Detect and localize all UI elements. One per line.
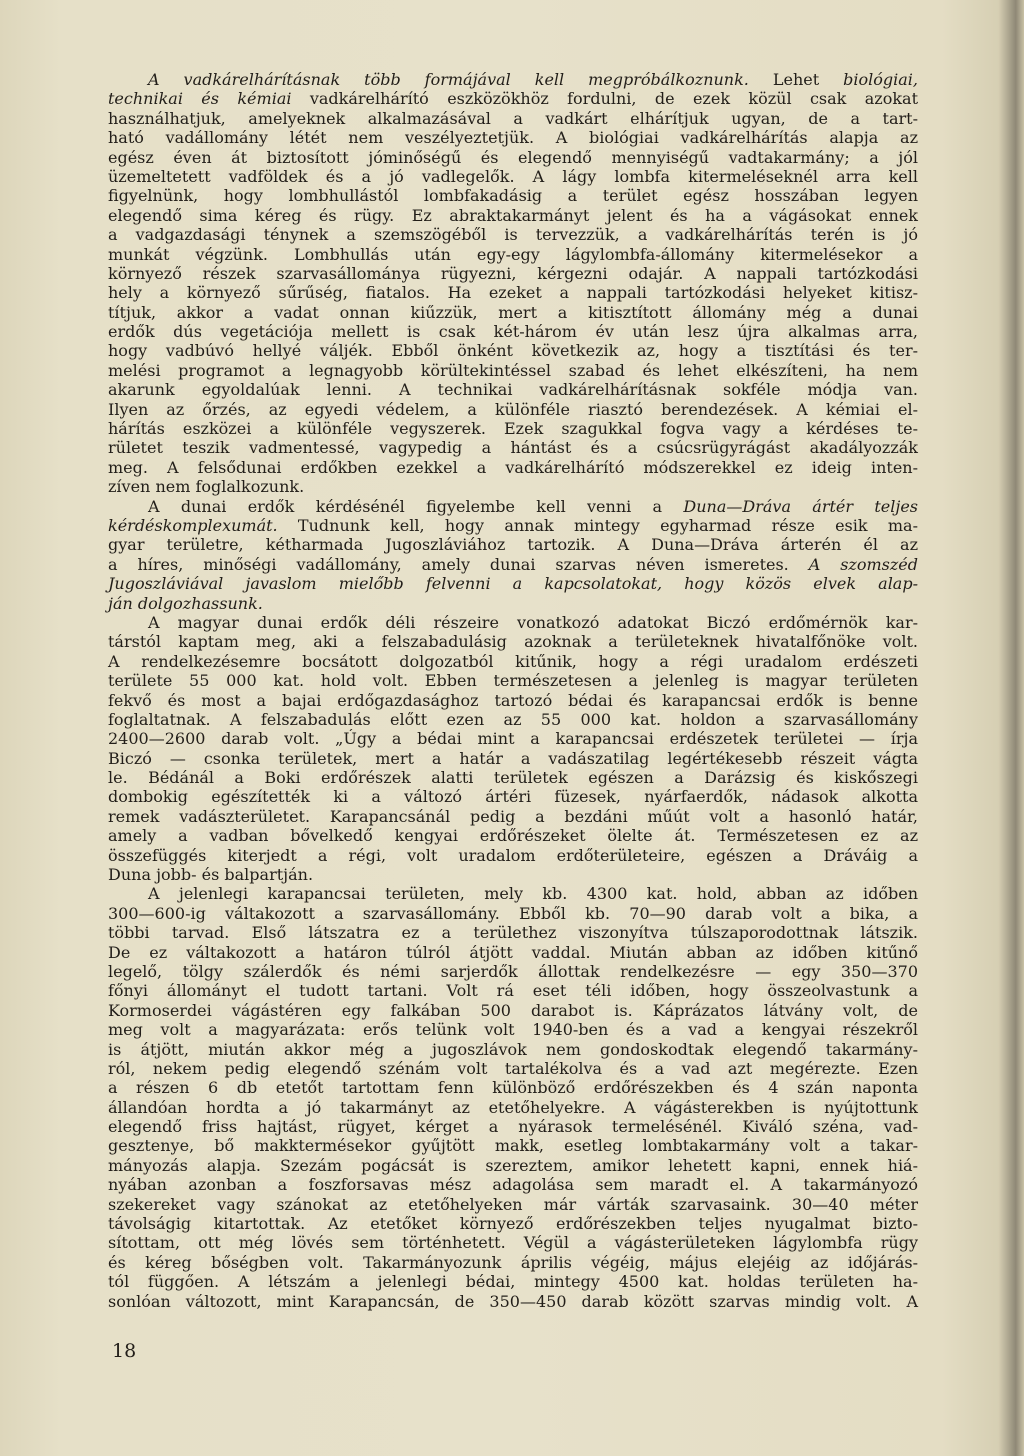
text-run: vadkárelhárító eszközökhöz fordulni, de ezek közül csak azokat (291, 89, 918, 109)
text-line: hárítás eszközei a különféle vegyszerek. Ezek szagukkal fogva vagy a kérdéses te- (108, 419, 918, 439)
text-line: összefüggés kiterjedt a régi, volt uradalom erdőterületeire, egészen a Dráváig a (108, 845, 918, 865)
paragraph (108, 70, 918, 497)
text-line: állandóan hordta a jó takarmányt az etetőhelyekre. A vágásterekben is nyújtottunk (108, 1097, 918, 1117)
text-line: figyelnünk, hogy lombhullástól lombfakadásig a terület egész hosszában legyen (108, 186, 918, 206)
text-line: nyában azonban a foszforsavas mész adagolása sem maradt el. A takarmányozó (108, 1175, 918, 1195)
text-line: foglaltatnak. A felszabadulás előtt ezen az 55 000 kat. holdon a szarvasállomány (108, 709, 918, 729)
text-line: mányozás alapja. Szezám pogácsát is szereztem, amikor lehetett kapni, ennek hiá- (108, 1155, 918, 1175)
text-line: is átjött, miután akkor még a jugoszlávok nem gondoskodtak elegendő takarmány- (108, 1039, 918, 1059)
italic-text: A szomszéd (808, 554, 919, 574)
text-line: títjuk, akkor a vadat onnan kiűzzük, mert a kitisztított állomány még a dunai (108, 302, 918, 322)
text-line (108, 70, 918, 89)
text-line: dombokig egészítették ki a változó ártéri füzesek, nyárfaerdők, nádasok alkotta (108, 787, 918, 807)
text-run: a híres, minőségi vadállomány, amely dunai szarvas néven ismeretes. (108, 554, 809, 574)
text-line: és kéreg bőségben volt. Takarmányozunk április végéig, május elejéig az időjárás- (108, 1252, 918, 1272)
paragraph (108, 497, 918, 613)
italic-text: ján dolgozhassunk. (108, 593, 263, 613)
text-line: főnyi állományt el tudott tartani. Volt rá eset téli időben, hogy összeolvastunk a (108, 981, 918, 1001)
text-line: sítottam, ott még lövés sem történhetett. Végül a vágásterületeken lágylombfa rügy (108, 1233, 918, 1253)
text-line: gyar területre, kétharmada Jugoszláviához tartozik. A Duna—Dráva árterén él az (108, 535, 918, 555)
text-line: zíven nem foglalkozunk. (108, 477, 305, 497)
text-line: melési programot a legnagyobb körültekintéssel szabad és lehet elkészíteni, ha nem (108, 360, 918, 380)
paragraph (108, 613, 918, 884)
text-line: Ilyen az őrzés, az egyedi védelem, a különféle riasztó berendezések. A kémiai el- (108, 399, 918, 419)
text-line: szekereket vagy szánokat az etetőhelyeken már várták szarvasaink. 30—40 méter (108, 1194, 918, 1214)
text-line: hely a környező sűrűség, fiatalos. Ha ezeket a nappali tartózkodási helyeket kitisz- (108, 283, 918, 303)
text-line: munkát végzünk. Lombhullás után egy-egy lágylombfa-állomány kitermelésekor a (108, 244, 918, 264)
text-line: ról, nekem pedig elegendő szénám volt tartalékolva és a vad azt megérezte. Ezen (108, 1058, 918, 1078)
text-line: A magyar dunai erdők déli részeire vonatkozó adatokat Biczó erdőmérnök kar- (148, 612, 918, 632)
italic-text: A vadkárelhárításnak több formájával kell megpróbálkoznunk. (148, 70, 749, 89)
text-line: Kormoserdei vágástéren egy falkában 500 darabot is. Káprázatos látvány volt, de (108, 1000, 918, 1020)
text-line (108, 497, 918, 516)
paragraph (108, 884, 918, 1311)
text-line: a vadgazdasági ténynek a szemszögéből is tervezzük, a vadkárelhárítás terén is jó (108, 225, 918, 245)
text-line: környező részek szarvasállománya rügyezni, kérgezni odajár. A nappali tartózkodási (108, 263, 918, 283)
text-line (108, 516, 918, 535)
text-line: meg volt a magyarázata: erős telünk volt 1940-ben és a vad a kengyai részekről (108, 1020, 918, 1040)
text-line (108, 89, 918, 108)
text-line (108, 594, 918, 613)
italic-text: Duna—Dráva ártér teljes (683, 496, 918, 516)
text-line: amely a vadban bővelkedő kengyai erdőrészeket ölelte át. Természetesen ez az (108, 826, 918, 846)
page-number: 18 (112, 1340, 137, 1362)
text-run: Lehet (748, 70, 844, 89)
text-line: távolságig kitartottak. Az etetőket környező erdőrészekben teljes nyugalmat bizto- (108, 1214, 918, 1234)
text-line: A jelenlegi karapancsai területen, mely kb. 4300 kat. hold, abban az időben (148, 884, 918, 904)
text-line: hogy vadbúvó hellyé váljék. Ebből önként következik az, hogy a tisztítási és ter- (108, 341, 918, 361)
text-line: remek vadászterületet. Karapancsánál pedig a bezdáni műút volt a hasonló határ, (108, 806, 918, 826)
text-line: akarunk egyoldalúak lenni. A technikai vadkárelhárításnak sokféle módja van. (108, 380, 918, 400)
text-line: fekvő és most a bajai erdőgazdasághoz tartozó bédai és karapancsai erdők is benne (108, 690, 918, 710)
text-line: meg. A felsődunai erdőkben ezekkel a vadkárelhárító módszerekkel ez ideig inten- (108, 457, 918, 477)
text-line: rületet teszik vadmentessé, vagypedig a hántást és a csúcsrügyrágást akadályozzák (108, 438, 918, 458)
text-line: De ez váltakozott a határon túlról átjött vaddal. Miután abban az időben kitűnő (108, 942, 918, 962)
text-line: Biczó — csonka területek, mert a határ a vadászatilag legértékesebb részeit vágta (108, 748, 918, 768)
text-line: erdők dús vegetációja mellett is csak két-három év után lesz újra alkalmas arra, (108, 322, 918, 342)
text-line: 2400—2600 darab volt. „Úgy a bédai mint a karapancsai erdészetek területei — írja (108, 729, 918, 749)
text-run: Tudnunk kell, hogy annak mintegy egyharmad része esik ma- (277, 515, 918, 535)
italic-text: technikai és kémiai (108, 89, 292, 109)
text-line: tól függően. A létszám a jelenlegi bédai, mintegy 4500 kat. holdas területen ha- (108, 1272, 918, 1292)
text-line: használhatjuk, amelyeknek alkalmazásával a vadkárt elhárítjuk ugyan, de a tart- (108, 108, 918, 128)
text-line: a részen 6 db etetőt tartottam fenn különböző erdőrészekben és 4 szán naponta (108, 1078, 918, 1098)
text-line: Duna jobb- és balpartján. (108, 865, 314, 885)
text-line: társtól kaptam meg, aki a felszabadulásig azoknak a területeknek hivatalfőnöke volt. (108, 632, 918, 652)
text-line (108, 555, 918, 574)
italic-text: biológiai, (843, 70, 918, 89)
italic-text: kérdéskomplexumát. (108, 515, 278, 535)
text-line (108, 574, 918, 593)
italic-text: Jugoszláviával javaslom mielőbb felvenni a kapcsolatokat, hogy közös elvek alap- (108, 574, 918, 594)
text-line: elegendő friss hajtást, rügyet, kérget a nyárasok termelésénél. Kiváló széna, vad- (108, 1117, 918, 1137)
text-line: gesztenye, bő makktermésekor gyűjtött makk, esetleg lombtakarmány volt a takar- (108, 1136, 918, 1156)
text-line: üzemeltetett vadföldek és a jó vadlegelők. A lágy lombfa kitermeléseknél arra kell (108, 166, 918, 186)
text-line: elegendő sima kéreg és rügy. Ez abraktakarmányt jelent és ha a vágásokat ennek (108, 205, 918, 225)
text-line: sonlóan változott, mint Karapancsán, de 350—450 darab között szarvas mindig volt. A (108, 1291, 918, 1311)
text-line: 300—600-ig váltakozott a szarvasállomány. Ebből kb. 70—90 darab volt a bika, a (108, 903, 918, 923)
text-line: egész éven át biztosított jóminőségű és elegendő mennyiségű vadtakarmány; a jól (108, 147, 918, 167)
text-run: A dunai erdők kérdésénél figyelembe kell venni a (148, 496, 684, 516)
text-line: többi tarvad. Első látszatra ez a területhez viszonyítva túlszaporodottnak látszik. (108, 923, 918, 943)
text-line: A rendelkezésemre bocsátott dolgozatból kitűnik, hogy a régi uradalom erdészeti (108, 651, 918, 671)
text-line: ható vadállomány létét nem veszélyeztetjük. A biológiai vadkárelhárítás alapja az (108, 128, 918, 148)
text-line: legelő, tölgy szálerdők és némi sarjerdők állottak rendelkezésre — egy 350—370 (108, 961, 918, 981)
text-line: le. Bédánál a Boki erdőrészek alatti területek egészen a Darázsig és kiskőszegi (108, 768, 918, 788)
page-text-body (108, 70, 918, 1311)
text-line: területe 55 000 kat. hold volt. Ebben természetesen a jelenleg is magyar területen (108, 671, 918, 691)
